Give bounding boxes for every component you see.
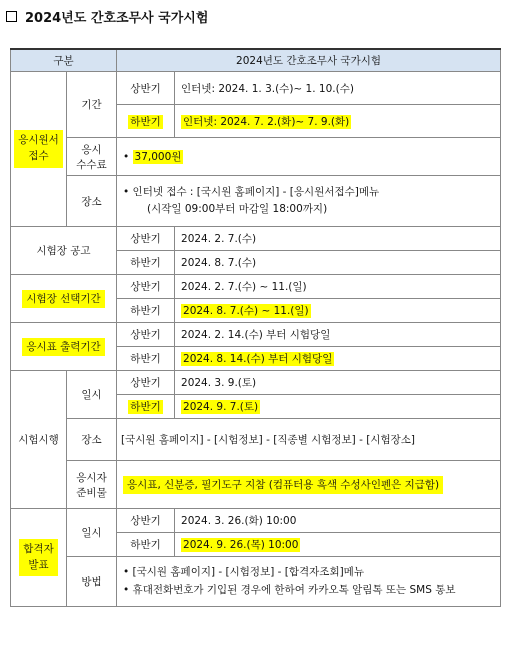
checkbox-square-icon [6,11,17,22]
result-label [11,509,67,607]
exam-items-label: 응시자 준비물 [67,461,117,509]
application-label-highlight: 응시원서 접수 [14,130,63,168]
header-row [11,49,501,72]
header-category: 구분 [11,49,117,72]
application-second: 인터넷: 2024. 7. 2.(화)~ 7. 9.(화) [175,105,501,138]
result-date-label: 일시 [67,509,117,557]
table-row [11,371,501,395]
result-second: 2024. 9. 26.(목) 10:00 [175,533,501,557]
table-row [11,227,501,251]
half-second-label: 하반기 [117,251,175,275]
application-label [11,72,67,227]
venue-select-first: 2024. 2. 7.(수) ~ 11.(일) [175,275,501,299]
exam-items: 응시표, 신분증, 필기도구 지참 (컴퓨터용 흑색 수성사인펜은 지급함) [117,461,501,509]
table-row [11,461,501,509]
table-row [11,509,501,533]
ticket-second: 2024. 8. 14.(수) 부터 시험당일 [175,347,501,371]
venue-notice-label: 시험장 공고 [11,227,117,275]
half-first-label: 상반기 [117,371,175,395]
page-title-text: 2024년도 간호조무사 국가시험 [25,10,209,26]
result-first: 2024. 3. 26.(화) 10:00 [175,509,501,533]
page-title [6,6,208,26]
result-label-highlight: 합격자 발표 [19,539,57,577]
application-place-label: 장소 [67,176,117,227]
result-method: • [국시원 홈페이지] - [시험정보] - [합격자조회]메뉴 • 휴대전화번호가 기입된 경우에 한하여 카카오톡 알림톡 또는 SMS 통보 [117,557,501,607]
fee-value: • 37,000원 [117,138,501,176]
half-second-label: 하반기 [117,347,175,371]
table-row [11,323,501,347]
table-row [11,419,501,461]
application-first: 인터넷: 2024. 1. 3.(수)~ 1. 10.(수) [175,72,501,105]
table-row [11,275,501,299]
exam-first: 2024. 3. 9.(토) [175,371,501,395]
table-row [11,138,501,176]
half-second-label: 하반기 [117,395,175,419]
half-first-label: 상반기 [117,227,175,251]
table-row [11,557,501,607]
table-row [11,72,501,105]
exam-date-label: 일시 [67,371,117,419]
result-method-label: 방법 [67,557,117,607]
fee-label: 응시 수수료 [67,138,117,176]
application-place: • 인터넷 접수 : [국시원 홈페이지] - [응시원서접수]메뉴 (시작일 09:00부터 마감일 18:00까지) [117,176,501,227]
ticket-first: 2024. 2. 14.(수) 부터 시험당일 [175,323,501,347]
application-period-label: 기간 [67,72,117,138]
ticket-label: 응시표 출력기간 [11,323,117,371]
half-second-label: 하반기 [117,105,175,138]
exam-second: 2024. 9. 7.(토) [175,395,501,419]
half-first-label: 상반기 [117,509,175,533]
schedule-table [10,48,501,607]
header-exam: 2024년도 간호조무사 국가시험 [117,49,501,72]
half-second-label: 하반기 [117,533,175,557]
venue-notice-second: 2024. 8. 7.(수) [175,251,501,275]
half-first-label: 상반기 [117,275,175,299]
venue-select-second: 2024. 8. 7.(수) ~ 11.(일) [175,299,501,323]
venue-select-label: 시험장 선택기간 [11,275,117,323]
half-first-label: 상반기 [117,72,175,105]
venue-notice-first: 2024. 2. 7.(수) [175,227,501,251]
exam-label: 시험시행 [11,371,67,509]
half-first-label: 상반기 [117,323,175,347]
table-row [11,176,501,227]
exam-place-label: 장소 [67,419,117,461]
exam-place: [국시원 홈페이지] - [시험정보] - [직종별 시험정보] - [시험장소] [117,419,501,461]
half-second-label: 하반기 [117,299,175,323]
